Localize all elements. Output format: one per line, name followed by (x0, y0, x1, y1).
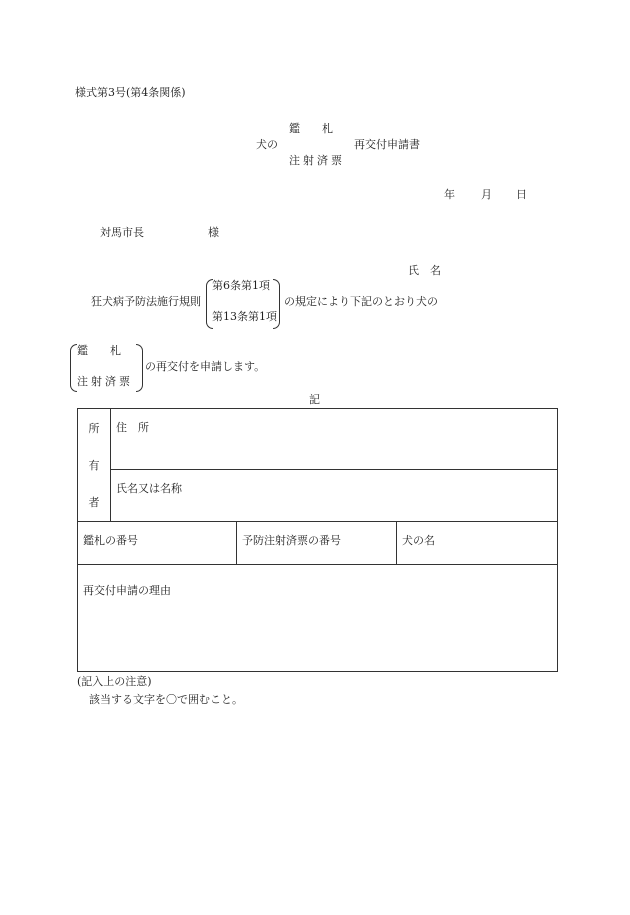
date-day-label: 日 (516, 188, 527, 201)
address-label: 住 所 (116, 421, 149, 434)
vaccine-number-field[interactable] (237, 522, 397, 565)
title-option-tag: 鑑 札 (289, 122, 333, 135)
title-suffix: 再交付申請書 (354, 138, 420, 151)
dog-name-label: 犬の名 (402, 534, 435, 547)
address-field[interactable] (111, 409, 558, 470)
applicant-name-label: 氏 名 (408, 264, 441, 277)
vaccine-number-label: 予防注射済票の番号 (242, 534, 341, 547)
item-option-vaccine: 注射済票 (77, 375, 133, 388)
form-number: 様式第3号(第4条関係) (75, 86, 186, 99)
tag-number-field[interactable] (78, 522, 237, 565)
owner-char: 者 (88, 496, 100, 510)
item-option-tag: 鑑 札 (77, 344, 121, 357)
owner-label-cell (78, 409, 111, 522)
addressee-honorific: 様 (208, 226, 219, 239)
right-brace (273, 279, 280, 329)
reason-field[interactable] (78, 565, 558, 672)
regulation-name: 狂犬病予防法施行規則 (91, 295, 201, 308)
dog-name-field[interactable] (397, 522, 558, 565)
date-month-label: 月 (481, 188, 492, 201)
ki-heading: 記 (309, 393, 320, 406)
notes-heading: (記入上の注意) (77, 675, 152, 688)
body-ending: の再交付を申請します。 (145, 360, 266, 373)
application-table (77, 408, 558, 672)
tag-number-label: 鑑札の番号 (83, 534, 138, 547)
left-brace (70, 344, 77, 392)
clause-option-2: 第13条第1項 (212, 310, 277, 323)
right-brace (136, 344, 143, 392)
owner-char: 所 (88, 421, 100, 435)
owner-name-label: 氏名又は名称 (116, 482, 182, 495)
title-prefix: 犬の (256, 138, 278, 151)
notes-text: 該当する文字を〇で囲むこと。 (89, 693, 243, 706)
date-year-label: 年 (444, 188, 455, 201)
body-continuation: の規定により下記のとおり犬の (284, 295, 438, 308)
clause-option-1: 第6条第1項 (212, 279, 270, 292)
title-option-vaccine: 注射済票 (289, 154, 345, 167)
reason-label: 再交付申請の理由 (83, 584, 171, 597)
addressee-name: 対馬市長 (100, 226, 144, 239)
owner-name-field[interactable] (111, 470, 558, 522)
owner-char: 有 (88, 458, 100, 472)
